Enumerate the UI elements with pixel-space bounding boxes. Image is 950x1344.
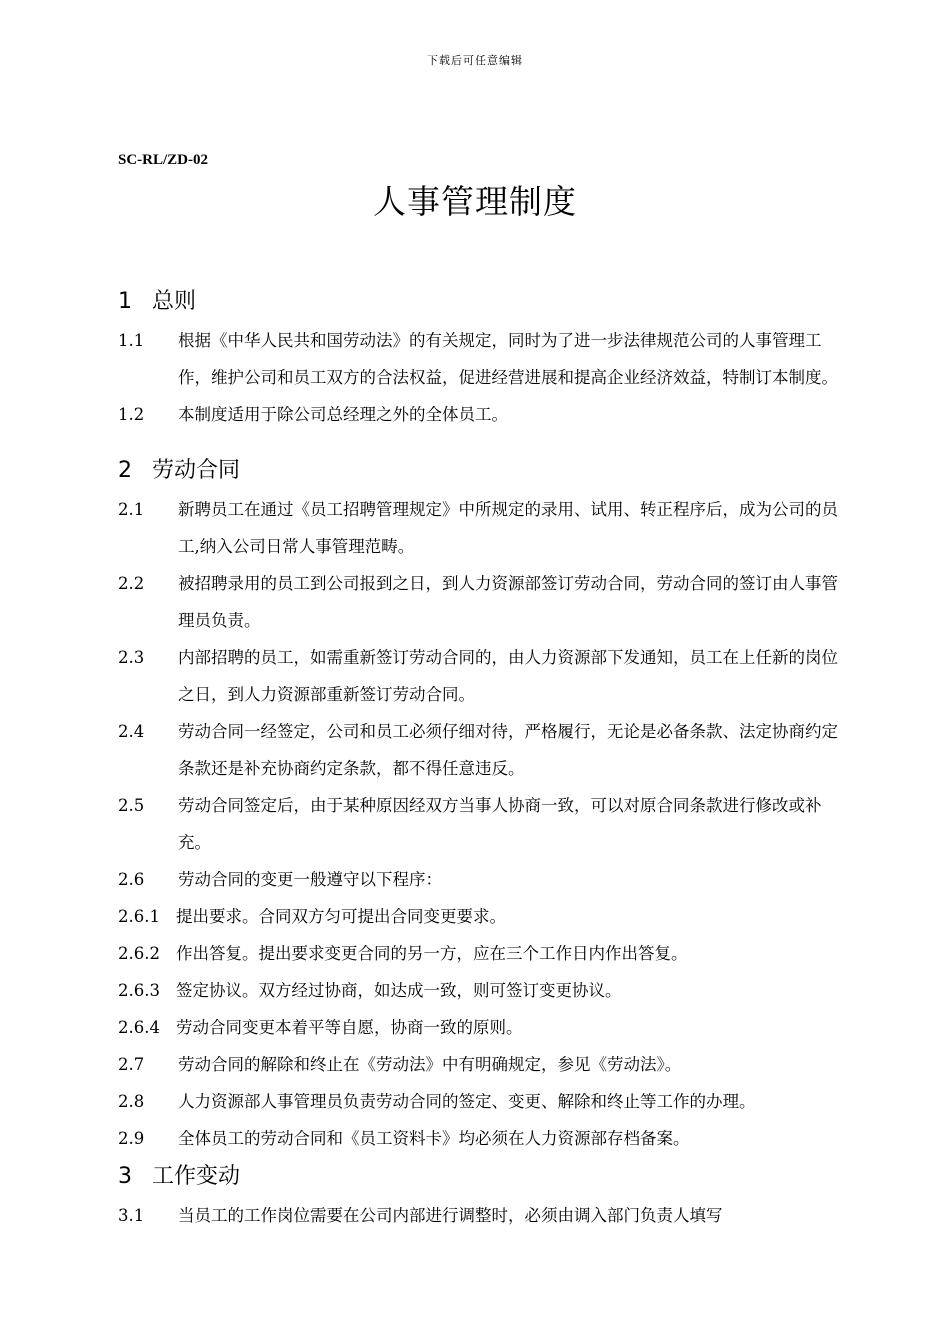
clause-text: 劳动合同的变更一般遵守以下程序： xyxy=(178,870,442,889)
clause xyxy=(118,713,848,787)
sub-clause xyxy=(118,898,848,935)
clause xyxy=(118,639,848,713)
clause xyxy=(118,396,848,433)
clause-text: 全体员工的劳动合同和《员工资料卡》均必须在人力资源部存档备案。 xyxy=(178,1129,690,1148)
clause-number: 2.6.2 xyxy=(118,944,160,963)
clause-number: 2.1 xyxy=(118,500,145,519)
section-title: 劳动合同 xyxy=(152,458,241,483)
clause-number: 2.2 xyxy=(118,574,145,593)
clause-number: 2.6.1 xyxy=(118,907,160,926)
clause-text: 劳动合同一经签定，公司和员工必须仔细对待，严格履行，无论是必备条款、法定协商约定条款还是补充协商约定条款，都不得任意违反。 xyxy=(178,722,838,778)
clause xyxy=(118,1083,848,1120)
document-code: SC-RL/ZD-02 xyxy=(118,152,209,168)
document-body xyxy=(118,282,848,1234)
clause-number: 2.3 xyxy=(118,648,145,667)
sub-clause xyxy=(118,935,848,972)
header-note: 下载后可任意编辑 xyxy=(427,54,523,67)
section-number: 1 xyxy=(118,289,132,314)
clause-text: 作出答复。提出要求变更合同的另一方，应在三个工作日内作出答复。 xyxy=(176,944,688,963)
clause-number: 2.5 xyxy=(118,796,145,815)
clause xyxy=(118,861,848,898)
clause-text: 劳动合同签定后，由于某种原因经双方当事人协商一致，可以对原合同条款进行修改或补充。 xyxy=(178,796,822,852)
section-title: 工作变动 xyxy=(152,1164,241,1189)
clause-number: 2.6 xyxy=(118,870,145,889)
clause xyxy=(118,565,848,639)
clause-number: 2.9 xyxy=(118,1129,145,1148)
clause xyxy=(118,322,848,396)
sub-clause xyxy=(118,972,848,1009)
clause-number: 1.1 xyxy=(118,331,145,350)
clause xyxy=(118,1197,848,1234)
section-title: 总则 xyxy=(152,289,197,314)
clause xyxy=(118,1046,848,1083)
clause-text: 被招聘录用的员工到公司报到之日，到人力资源部签订劳动合同，劳动合同的签订由人事管理员负责。 xyxy=(178,574,838,630)
spacer xyxy=(118,433,848,451)
clause-text: 本制度适用于除公司总经理之外的全体员工。 xyxy=(178,405,508,424)
clause-number: 2.7 xyxy=(118,1055,145,1074)
clause-text: 人力资源部人事管理员负责劳动合同的签定、变更、解除和终止等工作的办理。 xyxy=(178,1092,756,1111)
clause-number: 1.2 xyxy=(118,405,145,424)
section-heading xyxy=(118,282,848,322)
clause-number: 2.8 xyxy=(118,1092,145,1111)
clause-number: 2.6.3 xyxy=(118,981,160,1000)
clause-number: 2.4 xyxy=(118,722,145,741)
clause-text: 劳动合同变更本着平等自愿，协商一致的原则。 xyxy=(176,1018,523,1037)
section-heading xyxy=(118,1157,848,1197)
clause-text: 签定协议。双方经过协商，如达成一致，则可签订变更协议。 xyxy=(176,981,622,1000)
clause xyxy=(118,491,848,565)
section-number: 2 xyxy=(118,458,132,483)
clause-text: 劳动合同的解除和终止在《劳动法》中有明确规定，参见《劳动法》。 xyxy=(178,1055,682,1074)
clause xyxy=(118,787,848,861)
clause-text: 新聘员工在通过《员工招聘管理规定》中所规定的录用、试用、转正程序后，成为公司的员工,纳入公司日常人事管理范畴。 xyxy=(178,500,838,556)
sub-clause xyxy=(118,1009,848,1046)
clause-text: 内部招聘的员工，如需重新签订劳动合同的，由人力资源部下发通知，员工在上任新的岗位之日，到人力资源部重新签订劳动合同。 xyxy=(178,648,838,704)
document-title: 人事管理制度 xyxy=(373,182,577,221)
clause-number: 2.6.4 xyxy=(118,1018,160,1037)
clause-number: 3.1 xyxy=(118,1206,145,1225)
clause-text: 根据《中华人民共和国劳动法》的有关规定，同时为了进一步法律规范公司的人事管理工作，维护公司和员工双方的合法权益，促进经营进展和提高企业经济效益，特制订本制度。 xyxy=(178,331,838,387)
clause-text: 当员工的工作岗位需要在公司内部进行调整时，必须由调入部门负责人填写 xyxy=(178,1206,723,1225)
clause-text: 提出要求。合同双方匀可提出合同变更要求。 xyxy=(176,907,506,926)
clause xyxy=(118,1120,848,1157)
section-number: 3 xyxy=(118,1164,132,1189)
section-heading xyxy=(118,451,848,491)
